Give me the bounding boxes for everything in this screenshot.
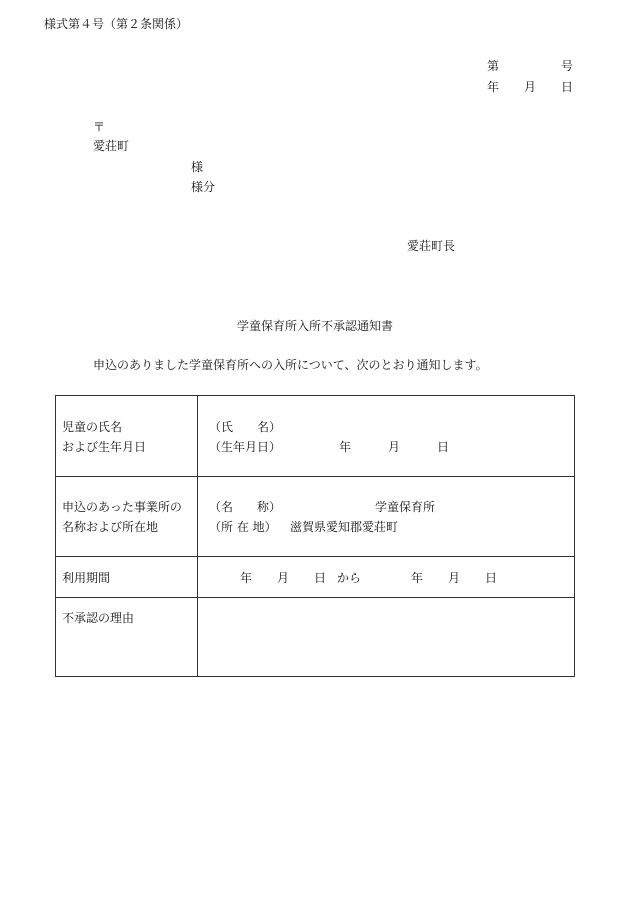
rejection-reason-field[interactable] <box>198 598 574 676</box>
period-to-month: 月 <box>448 571 461 585</box>
period-to-year: 年 <box>411 571 424 585</box>
date-day: 日 <box>561 80 574 94</box>
child-dob-day: 日 <box>437 440 450 454</box>
doc-number-gou: 号 <box>561 59 574 73</box>
form-table <box>55 395 575 677</box>
row3-label: 利用期間 <box>62 571 111 585</box>
facility-name-label: （名 称） <box>209 500 282 514</box>
document-title: 学童保育所入所不承認通知書 <box>237 319 394 333</box>
recipient-honorific-alt: 様分 <box>191 180 216 194</box>
doc-number-dai: 第 <box>487 59 500 73</box>
intro-text: 申込のありました学童保育所への入所について、次のとおり通知します。 <box>93 358 488 372</box>
child-name-label: （氏 名） <box>209 420 282 434</box>
child-dob-month: 月 <box>388 440 401 454</box>
recipient-honorific: 様 <box>191 160 204 174</box>
date-year: 年 <box>487 80 500 94</box>
row2-label-line1: 申込のあった事業所の <box>62 500 182 514</box>
row-divider <box>56 556 574 557</box>
form-number: 様式第４号（第２条関係） <box>44 17 189 31</box>
row4-label: 不承認の理由 <box>62 611 135 625</box>
address-town: 愛荘町 <box>93 139 130 153</box>
row-divider <box>56 476 574 477</box>
period-from-year: 年 <box>240 571 253 585</box>
child-dob-year: 年 <box>339 440 352 454</box>
sender: 愛荘町長 <box>407 239 456 253</box>
row1-label-line2: および生年月日 <box>62 440 147 454</box>
facility-suffix: 学童保育所 <box>375 500 436 514</box>
facility-location-label: （所 在 地） <box>209 520 277 534</box>
postal-mark: 〒 <box>93 120 106 134</box>
row2-label-line2: 名称および所在地 <box>62 520 159 534</box>
date-month: 月 <box>524 80 537 94</box>
period-to-day: 日 <box>485 571 498 585</box>
facility-location-value: 滋賀県愛知郡愛荘町 <box>290 520 399 534</box>
period-from-word: から <box>337 571 362 585</box>
period-from-month: 月 <box>277 571 290 585</box>
row1-label-line1: 児童の氏名 <box>62 420 123 434</box>
period-from-day: 日 <box>314 571 327 585</box>
child-dob-label: （生年月日） <box>209 440 282 454</box>
